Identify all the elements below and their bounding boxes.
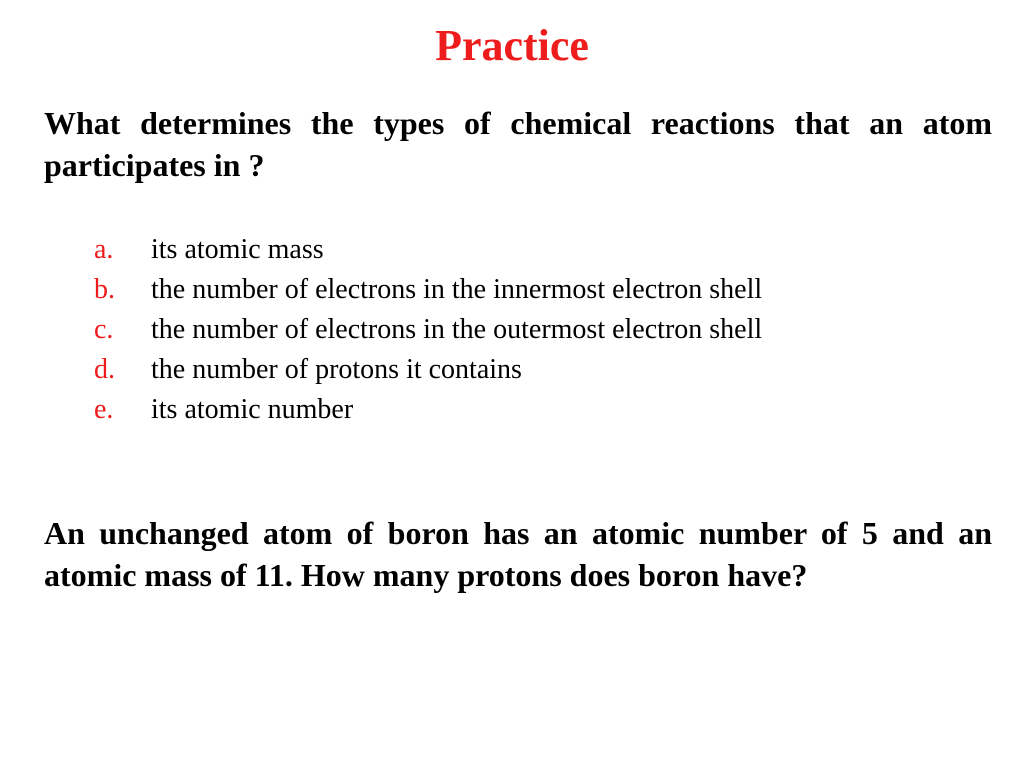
answer-option-d <box>94 350 994 390</box>
answer-options-list <box>94 230 994 430</box>
option-text: its atomic mass <box>151 234 324 265</box>
option-text: its atomic number <box>151 394 354 425</box>
option-letter: a. <box>94 234 114 265</box>
option-letter: b. <box>94 274 115 305</box>
option-text: the number of electrons in the innermost electron shell <box>151 274 763 305</box>
option-text: the number of electrons in the outermost electron shell <box>151 314 763 345</box>
option-letter: d. <box>94 354 115 385</box>
option-letter: e. <box>94 394 114 425</box>
answer-option-b <box>94 270 994 310</box>
answer-option-a <box>94 230 994 270</box>
answer-option-c <box>94 310 994 350</box>
answer-option-e <box>94 390 994 430</box>
question-1-text: What determines the types of chemical reactions that an atom participates in ? <box>44 105 992 183</box>
option-letter: c. <box>94 314 114 345</box>
question-2-text: An unchanged atom of boron has an atomic number of 5 and an atomic mass of 11. How many protons does boron have? <box>44 515 992 593</box>
option-text: the number of protons it contains <box>151 354 522 385</box>
slide-title: Practice <box>435 21 589 70</box>
